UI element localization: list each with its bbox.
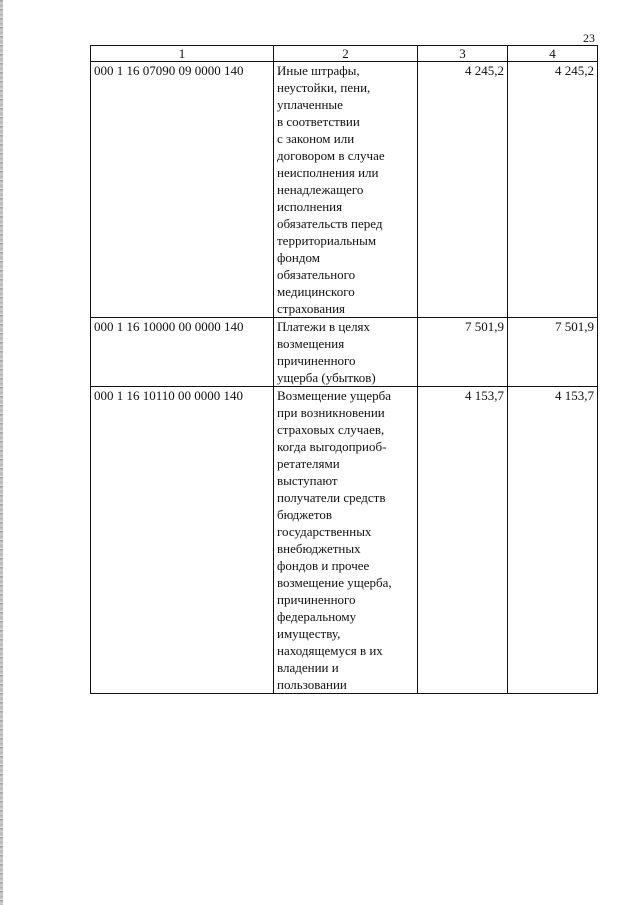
name-line: территориальным [277, 233, 377, 248]
name-cell [274, 318, 418, 387]
name-line: возмещения [277, 336, 345, 351]
name-line: с законом или [277, 131, 355, 146]
name-line: страховых случаев, [277, 422, 385, 437]
name-line: возмещение ущерба, [277, 575, 392, 590]
code-cell: 000 1 16 10110 00 0000 140 [91, 387, 274, 694]
name-line: владении и [277, 660, 339, 675]
name-line: договором в случае [277, 148, 385, 163]
name-line: Иные штрафы, [277, 63, 360, 78]
value-col3: 4 153,7 [418, 387, 508, 694]
name-line: выступают [277, 473, 338, 488]
name-line: медицинского [277, 284, 355, 299]
code-cell: 000 1 16 10000 00 0000 140 [91, 318, 274, 387]
header-col-2: 2 [274, 46, 418, 62]
name-line: ретателями [277, 456, 340, 471]
header-col-3: 3 [418, 46, 508, 62]
name-line: внебюджетных [277, 541, 361, 556]
name-line: федеральному [277, 609, 357, 624]
value-col4: 7 501,9 [508, 318, 598, 387]
value-col3: 4 245,2 [418, 62, 508, 318]
name-line: ущерба (убытков) [277, 370, 376, 385]
name-line: обязательств перед [277, 216, 383, 231]
page-number: 23 [583, 31, 595, 45]
value-col4: 4 245,2 [508, 62, 598, 318]
name-line: находящемуся в их [277, 643, 383, 658]
name-line: исполнения [277, 199, 343, 214]
table-header-row [91, 46, 598, 62]
value-col4: 4 153,7 [508, 387, 598, 694]
name-line: причиненного [277, 353, 356, 368]
name-line: страхования [277, 301, 346, 316]
name-line: неустойки, пени, [277, 80, 371, 95]
scan-edge [0, 0, 3, 905]
name-line: фондов и прочее [277, 558, 370, 573]
value-col3: 7 501,9 [418, 318, 508, 387]
name-line: обязательного [277, 267, 356, 282]
name-line: Платежи в целях [277, 319, 371, 334]
name-line: в соответствии [277, 114, 360, 129]
name-line: бюджетов [277, 507, 333, 522]
budget-table [90, 45, 598, 694]
table-row [91, 62, 598, 318]
name-line: при возникновении [277, 405, 385, 420]
name-line: Возмещение ущерба [277, 388, 391, 403]
name-cell [274, 387, 418, 694]
name-line: государственных [277, 524, 372, 539]
name-line: фондом [277, 250, 320, 265]
header-col-4: 4 [508, 46, 598, 62]
name-line: уплаченные [277, 97, 343, 112]
header-col-1: 1 [91, 46, 274, 62]
name-line: получатели средств [277, 490, 386, 505]
name-line: пользовании [277, 677, 347, 692]
name-line: имуществу, [277, 626, 341, 641]
name-line: неисполнения или [277, 165, 379, 180]
name-line: ненадлежащего [277, 182, 364, 197]
table-row [91, 318, 598, 387]
table-row [91, 387, 598, 694]
code-cell: 000 1 16 07090 09 0000 140 [91, 62, 274, 318]
name-line: причиненного [277, 592, 356, 607]
name-line: когда выгодоприоб- [277, 439, 387, 454]
name-cell [274, 62, 418, 318]
